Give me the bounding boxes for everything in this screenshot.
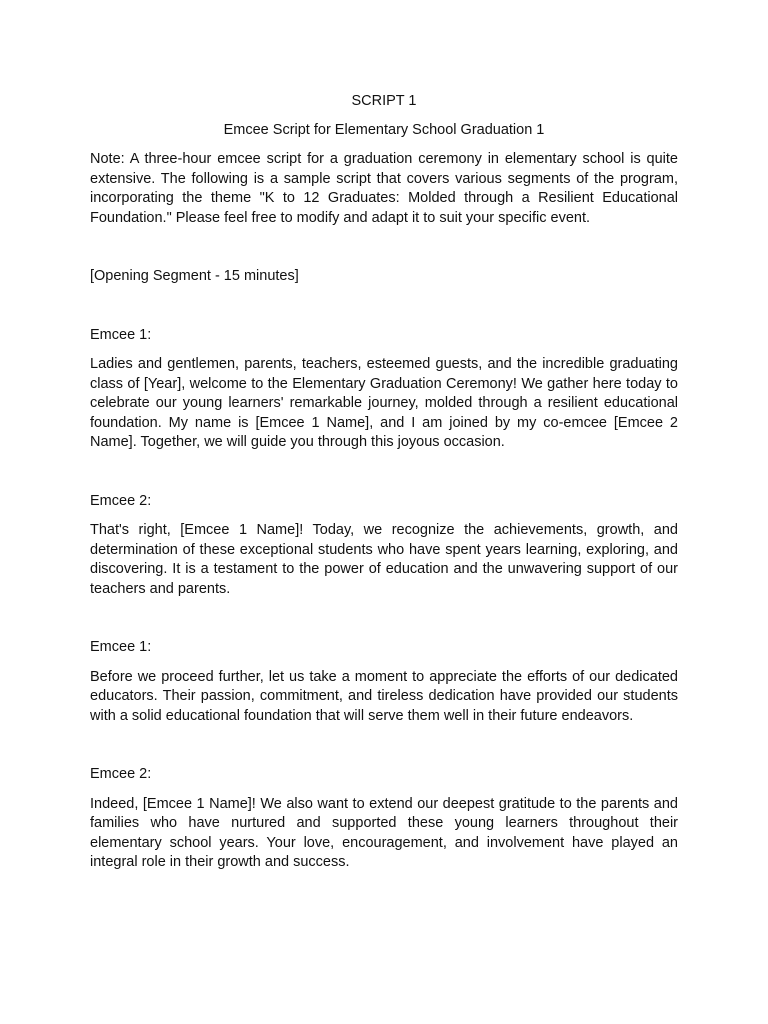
intro-note: Note: A three-hour emcee script for a graduation ceremony in elementary school is quite extensive. The following is a sample script that covers various segments of the program, incorporating the theme "K to 12 Graduates: Molded through a Resilient Educational Foundation." Please feel free to modify and adapt it to suit your specific event. [90,151,678,226]
speaker-label: Emcee 2: [90,766,152,782]
document-page [90,92,678,912]
speaker-label: Emcee 2: [90,492,152,509]
speaker-label: Emcee 1: [90,639,152,655]
speaker-text: Indeed, [Emcee 1 Name]! We also want to extend our deepest gratitude to the parents and families who have nurtured and supported these young learners throughout their elementary school years. Your love, encouragement, and involvement have played an integral role in their growth and success. [90,795,678,870]
speaker-text: Ladies and gentlemen, parents, teachers, esteemed guests, and the incredible graduating class of [Year], welcome to the Elementary Graduation Ceremony! We gather here today to celebrate our young learners' remarkable journey, molded through a resilient educational foundation. My name is [Emcee 1 Name], and I am joined by my co-emcee [Emcee 2 Name]. Together, we will guide you through this joyous occasion. [90,356,678,450]
segment-heading: [Opening Segment - 15 minutes] [90,268,299,284]
document-subtitle: Emcee Script for Elementary School Graduation 1 [223,121,545,138]
speaker-text: Before we proceed further, let us take a moment to appreciate the efforts of our dedicated educators. Their passion, commitment, and tireless dedication have provided our students with a solid educational foundation that will serve them well in their future endeavors. [90,668,678,724]
speaker-label: Emcee 1: [90,326,152,343]
speaker-text: That's right, [Emcee 1 Name]! Today, we recognize the achievements, growth, and determination of these exceptional students who have spent years learning, exploring, and discovering. It is a testament to the power of education and the unwavering support of our teachers and parents. [90,522,678,597]
document-title: SCRIPT 1 [351,93,417,109]
